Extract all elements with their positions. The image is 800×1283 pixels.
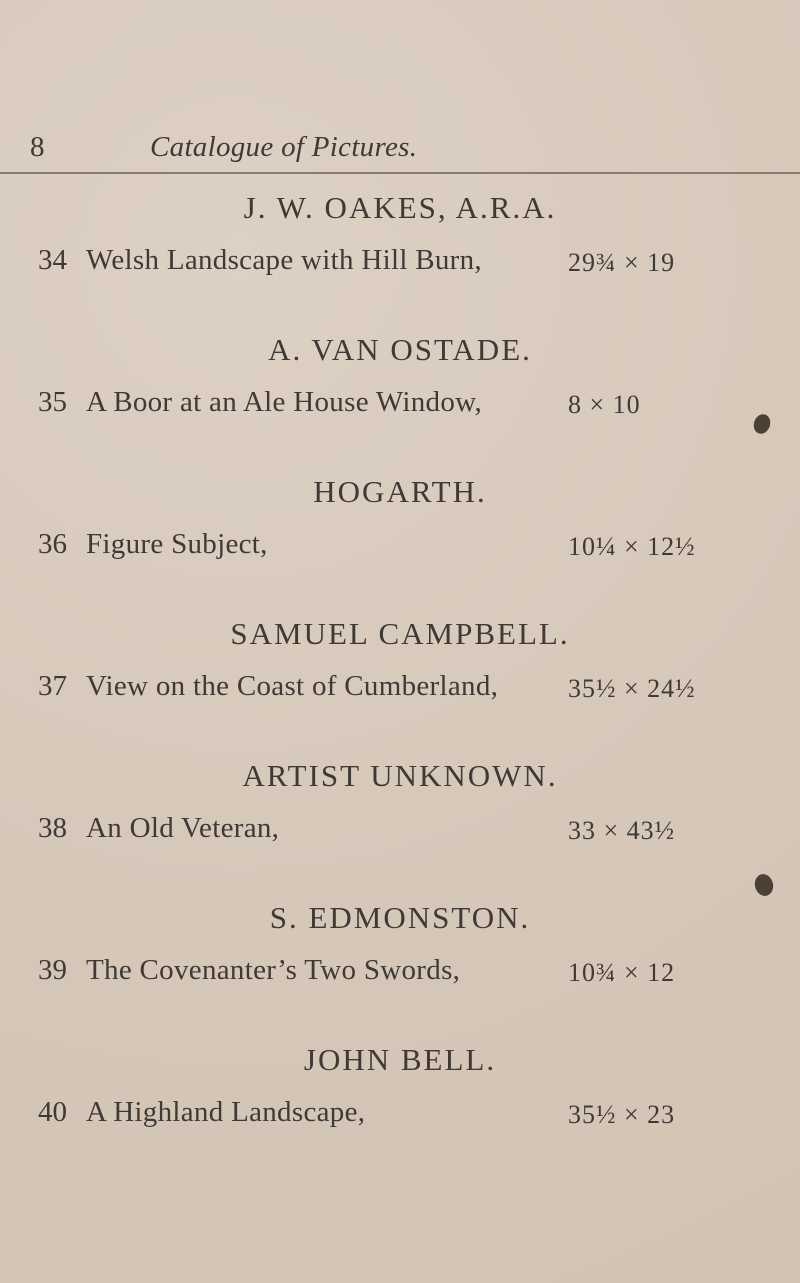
lot-number: 37	[38, 670, 67, 702]
painting-dimensions: 35½ × 23	[568, 1100, 676, 1129]
painting-title: View on the Coast of Cumberland,	[86, 670, 499, 702]
catalogue-entry	[0, 474, 800, 614]
lot-number: 38	[38, 812, 67, 844]
catalogue-entry	[0, 190, 800, 330]
header-rule	[0, 172, 800, 174]
artist-name: JOHN BELL.	[303, 1042, 497, 1077]
page-number: 8	[30, 131, 45, 163]
painting-dimensions: 10¾ × 12	[568, 958, 676, 987]
lot-number: 39	[38, 954, 67, 986]
lot-number: 34	[38, 244, 67, 276]
lot-number: 40	[38, 1096, 67, 1128]
artist-name: J. W. OAKES, A.R.A.	[243, 190, 557, 225]
catalogue-entry	[0, 332, 800, 472]
catalogue-entry	[0, 616, 800, 756]
painting-dimensions: 10¼ × 12½	[568, 532, 696, 561]
artist-name: HOGARTH.	[313, 474, 487, 509]
painting-title: Figure Subject,	[86, 528, 268, 560]
artist-name: A. VAN OSTADE.	[268, 332, 532, 367]
painting-dimensions: 33 × 43½	[568, 816, 676, 845]
catalogue-entry	[0, 1042, 800, 1182]
catalogue-entry	[0, 758, 800, 898]
painting-title: Welsh Landscape with Hill Burn,	[86, 244, 482, 276]
painting-title: An Old Veteran,	[86, 812, 280, 844]
painting-dimensions: 29¾ × 19	[568, 248, 676, 277]
lot-number: 36	[38, 528, 67, 560]
running-head: Catalogue of Pictures.	[150, 131, 418, 163]
painting-title: A Highland Landscape,	[86, 1096, 366, 1128]
painting-dimensions: 35½ × 24½	[568, 674, 696, 703]
page-header	[0, 0, 800, 176]
artist-name: ARTIST UNKNOWN.	[242, 758, 558, 793]
painting-title: A Boor at an Ale House Window,	[86, 386, 483, 418]
artist-name: S. EDMONSTON.	[269, 900, 531, 935]
artist-name: SAMUEL CAMPBELL.	[230, 616, 570, 651]
painting-title: The Covenanter’s Two Swords,	[86, 954, 461, 986]
lot-number: 35	[38, 386, 67, 418]
catalogue-entry	[0, 900, 800, 1040]
painting-dimensions: 8 × 10	[568, 390, 641, 419]
